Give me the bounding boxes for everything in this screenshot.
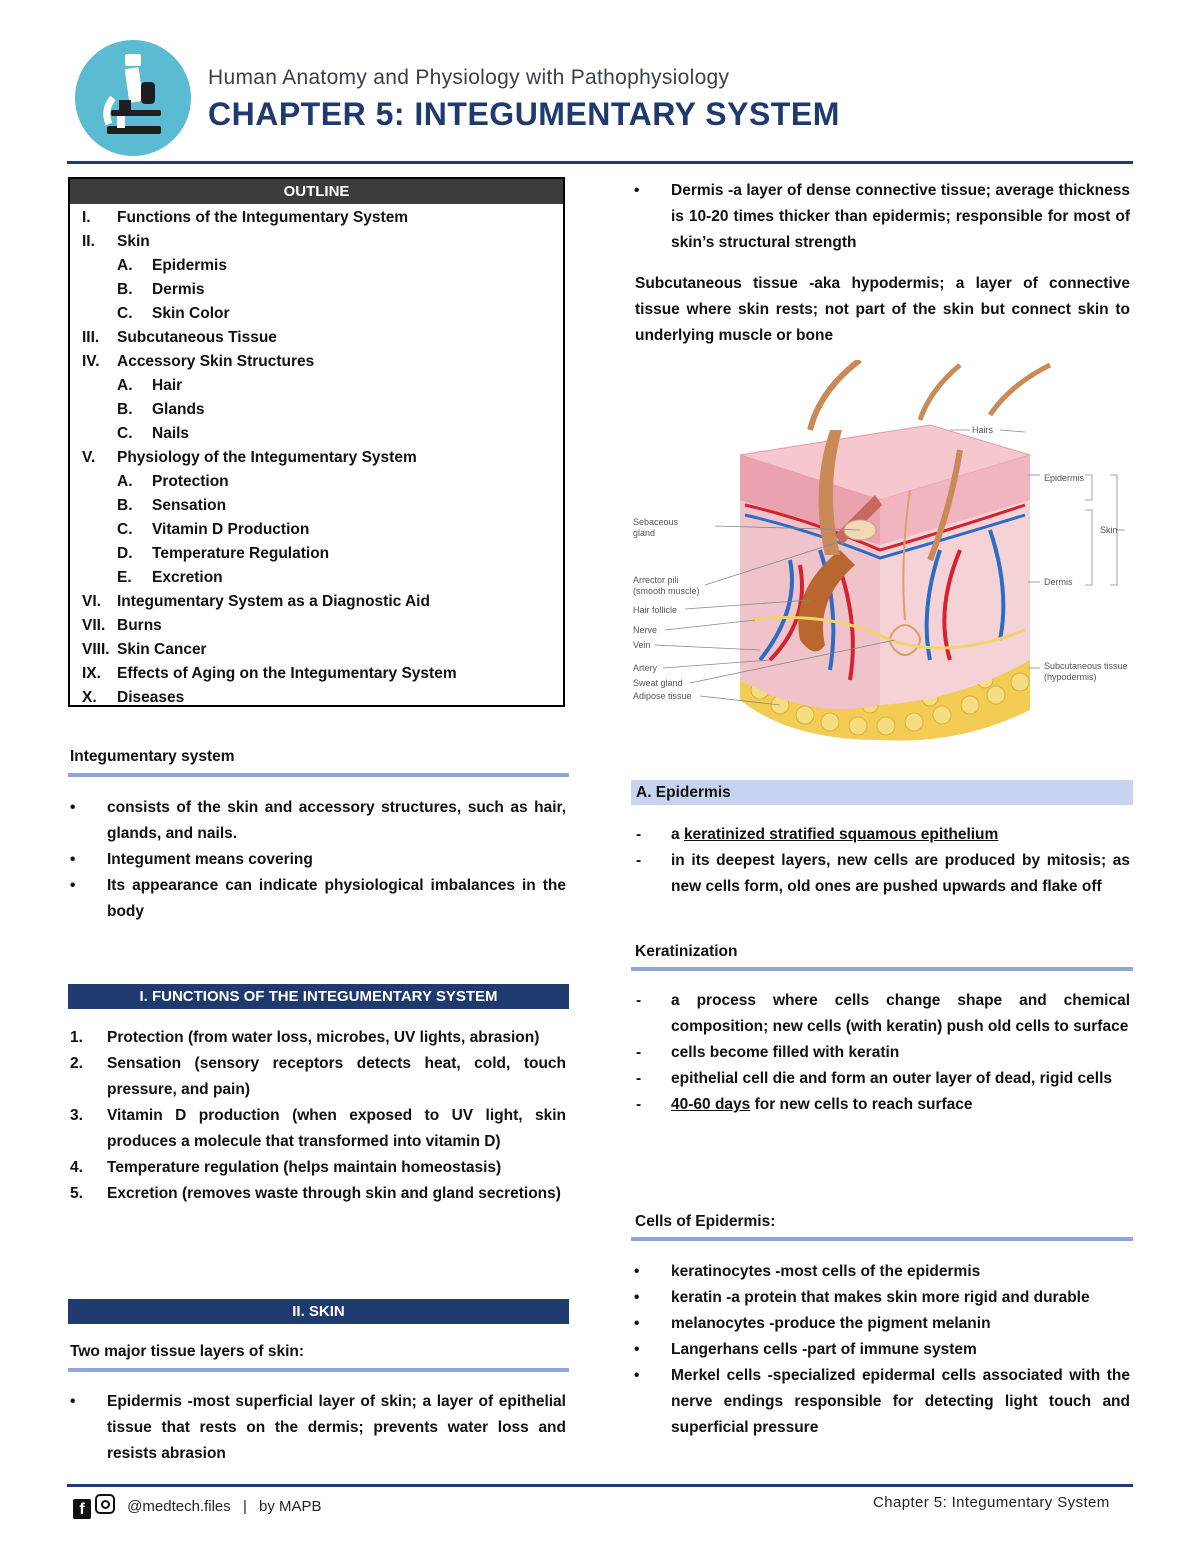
label-smooth-muscle: (smooth muscle) (633, 586, 700, 596)
label-nerve: Nerve (633, 625, 658, 635)
chapter-title: CHAPTER 5: INTEGUMENTARY SYSTEM (208, 96, 840, 132)
label-subcutaneous: Subcutaneous tissue (1044, 661, 1128, 671)
list-marker: 5. (70, 1185, 83, 1202)
label-hairs: Hairs (972, 425, 994, 435)
section-rule (68, 1368, 569, 1372)
dash-marker: - (636, 992, 642, 1009)
function-item: 4. Temperature regulation (helps maintain homeostasis) (70, 1155, 566, 1181)
section-rule (68, 773, 569, 777)
dermis-bullets (634, 178, 1130, 256)
list-item: • Langerhans cells -part of immune system (634, 1337, 1130, 1363)
list-marker: 1. (70, 1029, 83, 1046)
label-adipose: Adipose tissue (633, 691, 692, 701)
outline-item: VIII. Skin Cancer (82, 641, 207, 658)
book-subtitle: Human Anatomy and Physiology with Pathophysiology (208, 66, 730, 89)
instagram-icon[interactable] (95, 1494, 115, 1514)
outline-item: B. Sensation (117, 497, 227, 514)
section-rule (631, 1237, 1133, 1241)
label-hair-follicle: Hair follicle (633, 605, 678, 615)
list-marker: • (634, 1289, 640, 1306)
label-vein: Vein (633, 640, 651, 650)
label-skin: Skin (1100, 525, 1118, 535)
microscope-logo-icon (75, 40, 191, 156)
footer-chapter: Chapter 5: Integumentary System (873, 1494, 1110, 1511)
facebook-icon[interactable]: f (73, 1499, 91, 1519)
label-gland: gland (633, 528, 656, 538)
label-hypodermis: (hypodermis) (1044, 672, 1097, 682)
tissue-layers-label: Two major tissue layers of skin: (70, 1343, 305, 1360)
outline-item: C. Skin Color (117, 305, 230, 322)
dash-marker: - (636, 852, 642, 869)
header-divider (67, 161, 1133, 164)
list-item: - 40-60 days for new cells to reach surface (634, 1092, 1130, 1118)
list-marker: • (634, 1263, 640, 1280)
label-sebaceous: Sebaceous (633, 517, 679, 527)
outline-item: A. Protection (117, 473, 229, 490)
list-marker: 4. (70, 1159, 83, 1176)
list-item: • keratin -a protein that makes skin more rigid and durable (634, 1285, 1130, 1311)
outline-item: VI. Integumentary System as a Diagnostic Aid (82, 593, 430, 610)
label-artery: Artery (633, 663, 658, 673)
list-marker: • (634, 1367, 640, 1384)
section-rule (631, 967, 1133, 971)
integumentary-label: Integumentary system (70, 748, 235, 765)
outline-item: X. Diseases (82, 689, 185, 706)
list-item: • Its appearance can indicate physiological imbalances in the body (70, 873, 566, 925)
list-item: • Dermis -a layer of dense connective tissue; average thickness is 10-20 times thicker than epidermis; responsible for most of skin’s structural strength (634, 178, 1130, 256)
skin-heading: II. SKIN (68, 1299, 569, 1324)
outline-item: III. Subcutaneous Tissue (82, 329, 277, 346)
epidermis-points (634, 822, 1130, 900)
outline-item: B. Glands (117, 401, 205, 418)
list-item: - a process where cells change shape and chemical composition; new cells (with keratin) push old cells to surface (634, 988, 1130, 1040)
dash-marker: - (636, 1070, 642, 1087)
outline-heading: OUTLINE (70, 179, 563, 204)
list-item: - in its deepest layers, new cells are produced by mitosis; as new cells form, old ones are pushed upwards and flake off (634, 848, 1130, 900)
label-epidermis: Epidermis (1044, 473, 1085, 483)
list-item: • Integument means covering (70, 847, 566, 873)
label-sweat-gland: Sweat gland (633, 678, 683, 688)
outline-item: V. Physiology of the Integumentary System (82, 449, 417, 466)
outline-item: IV. Accessory Skin Structures (82, 353, 315, 370)
list-item: • Merkel cells -specialized epidermal cells associated with the nerve endings responsible for detecting light touch and superficial pressure (634, 1363, 1130, 1441)
outline-item: VII. Burns (82, 617, 162, 634)
footer-separator: | (242, 1498, 247, 1515)
outline-item: I. Functions of the Integumentary System (82, 209, 409, 226)
list-marker: • (70, 851, 76, 868)
label-dermis: Dermis (1044, 577, 1073, 587)
functions-list (70, 1025, 566, 1207)
keratinization-label: Keratinization (635, 943, 738, 960)
bullet-marker: • (634, 182, 640, 199)
bullet-marker: • (70, 1393, 76, 1410)
list-item: • melanocytes -produce the pigment melanin (634, 1311, 1130, 1337)
list-marker: • (634, 1341, 640, 1358)
outline-item: A. Hair (117, 377, 183, 394)
dash-marker: - (636, 1044, 642, 1061)
outline-item: IX. Effects of Aging on the Integumentary System (82, 665, 457, 682)
keratinization-points (634, 988, 1130, 1118)
list-marker: • (70, 799, 76, 816)
integumentary-bullets (70, 795, 566, 925)
function-item: 1. Protection (from water loss, microbes, UV lights, abrasion) (70, 1025, 566, 1051)
outline-list (70, 204, 563, 710)
list-item: - epithelial cell die and form an outer layer of dead, rigid cells (634, 1066, 1130, 1092)
epidermis-bullets (70, 1389, 566, 1467)
list-marker: 3. (70, 1107, 83, 1124)
epidermis-heading: A. Epidermis (631, 780, 1133, 805)
label-arrector-pili: Arrector pili (633, 575, 679, 585)
list-item: - a keratinized stratified squamous epithelium (634, 822, 1130, 848)
functions-heading: I. FUNCTIONS OF THE INTEGUMENTARY SYSTEM (68, 984, 569, 1009)
cells-bullets (634, 1259, 1130, 1441)
list-marker: 2. (70, 1055, 83, 1072)
dash-marker: - (636, 826, 642, 843)
footer-social (73, 1494, 322, 1519)
function-item: 3. Vitamin D production (when exposed to UV light, skin produces a molecule that transformed into vitamin D) (70, 1103, 566, 1155)
outline-box (68, 177, 565, 707)
subcutaneous-paragraph: Subcutaneous tissue -aka hypodermis; a layer of connective tissue where skin rests; not part of the skin but connect skin to underlying muscle or bone (635, 275, 1130, 344)
list-marker: • (70, 877, 76, 894)
function-item: 2. Sensation (sensory receptors detects heat, cold, touch pressure, and pain) (70, 1051, 566, 1103)
outline-item: C. Nails (117, 425, 190, 442)
cells-label: Cells of Epidermis: (635, 1213, 776, 1230)
list-marker: • (634, 1315, 640, 1332)
skin-structure-diagram (630, 360, 1136, 760)
list-item: • consists of the skin and accessory structures, such as hair, glands, and nails. (70, 795, 566, 847)
list-item: • keratinocytes -most cells of the epidermis (634, 1259, 1130, 1285)
list-item: - cells become filled with keratin (634, 1040, 1130, 1066)
outline-item: B. Dermis (117, 281, 205, 298)
outline-item: A. Epidermis (117, 257, 227, 274)
outline-item: E. Excretion (117, 569, 223, 586)
outline-item: C. Vitamin D Production (117, 521, 310, 538)
outline-item: D. Temperature Regulation (117, 545, 330, 562)
author-credit: by MAPB (259, 1498, 322, 1515)
footer-divider (67, 1484, 1133, 1487)
social-handle[interactable]: @medtech.files (127, 1498, 231, 1515)
outline-item: II. Skin (82, 233, 150, 250)
function-item: 5. Excretion (removes waste through skin and gland secretions) (70, 1181, 566, 1207)
list-item: • Epidermis -most superficial layer of skin; a layer of epithelial tissue that rests on the dermis; prevents water loss and resists abrasion (70, 1389, 566, 1467)
dash-marker: - (636, 1096, 642, 1113)
